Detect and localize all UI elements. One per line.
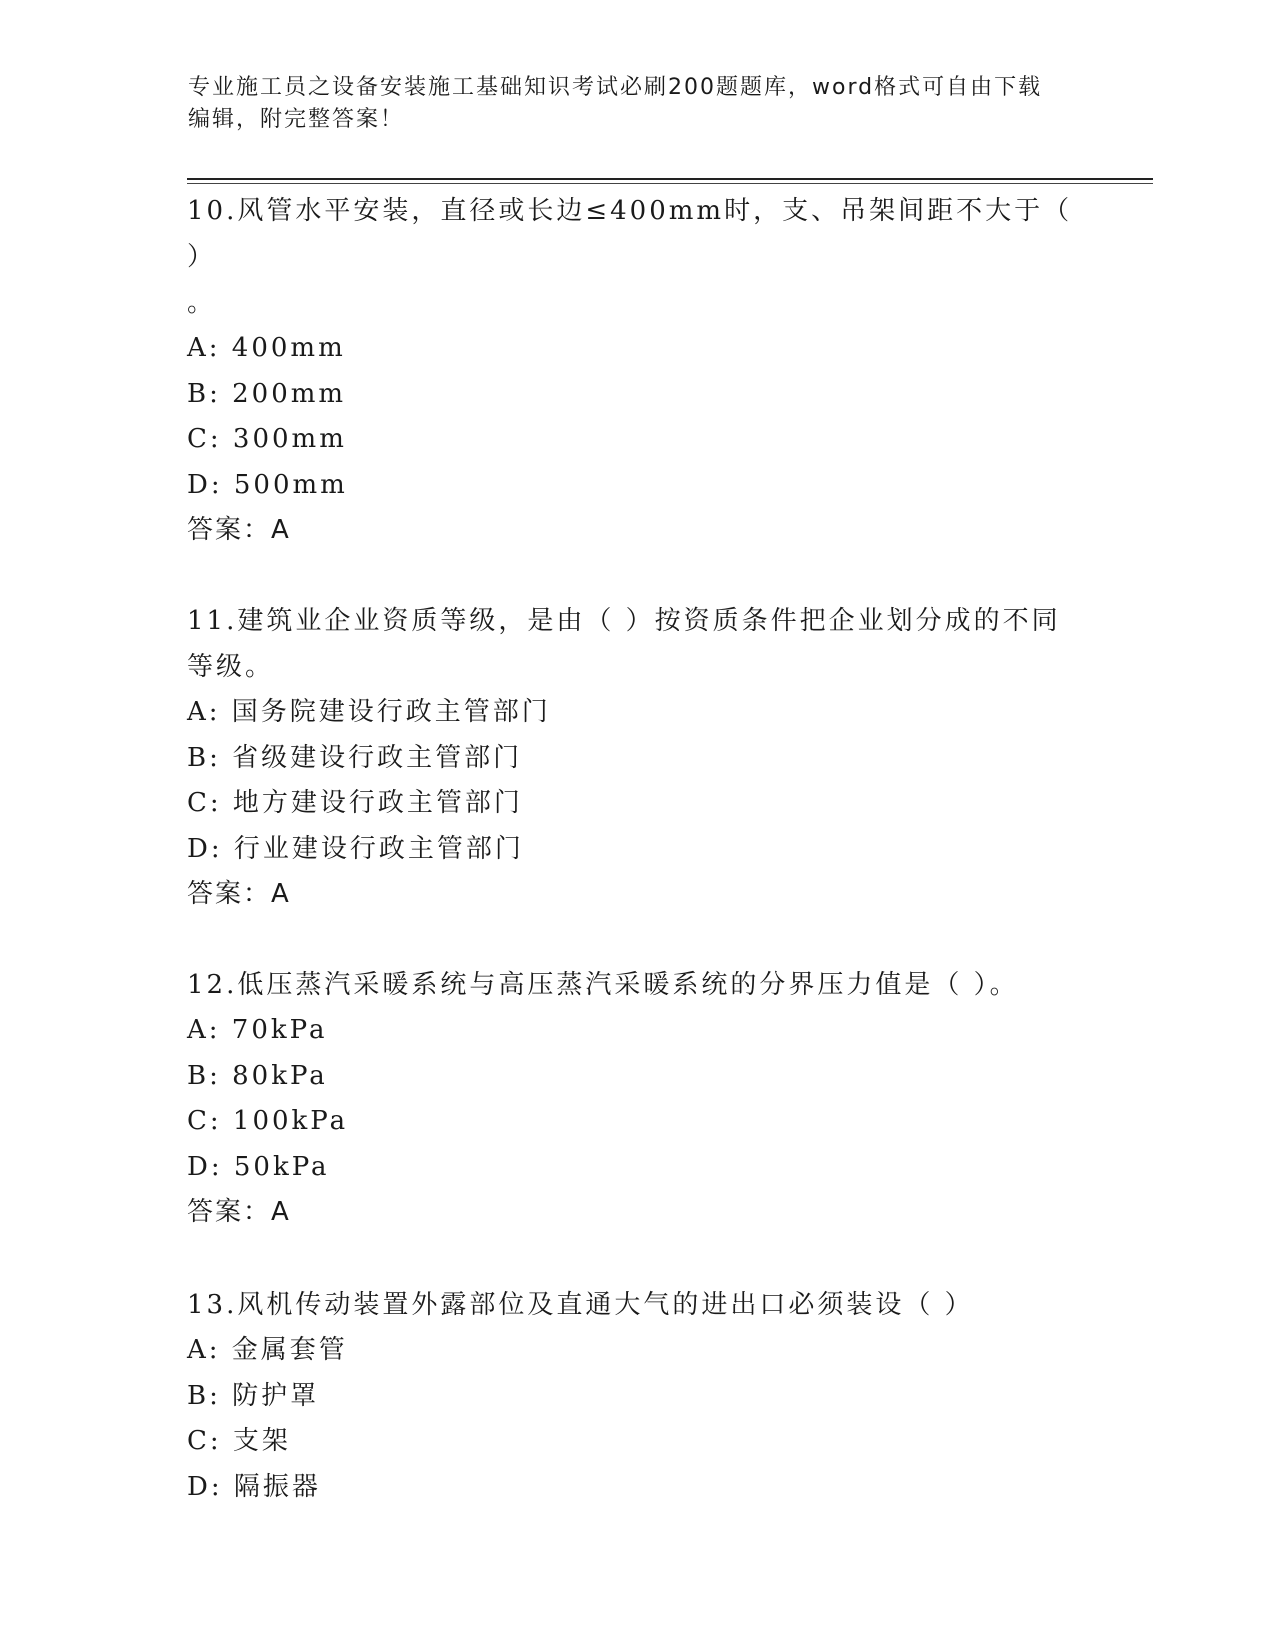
- header-title-line2: 编辑，附完整答案！: [188, 107, 405, 132]
- header-divider-thin: [187, 183, 1153, 184]
- question-stem: 13.风机传动装置外露部位及直通大气的进出口必须装设（ ）: [187, 1290, 974, 1320]
- option-d: D: 500mm: [187, 469, 348, 500]
- question-spacer: [187, 917, 1087, 962]
- option-c: C: 地方建设行政主管部门: [187, 788, 523, 818]
- option-d: D: 50kPa: [187, 1151, 330, 1182]
- header-divider-thick: [187, 178, 1153, 180]
- option-b: B: 省级建设行政主管部门: [187, 742, 523, 773]
- question-spacer: [187, 1235, 1087, 1282]
- option-a: A: 金属套管: [187, 1335, 348, 1365]
- answer-text: 答案：A: [187, 1197, 291, 1227]
- option-c: C: 300mm: [187, 424, 347, 454]
- answer-text: 答案：A: [187, 515, 291, 545]
- question-13: [187, 1282, 1087, 1510]
- document-header: [188, 72, 1068, 136]
- option-d: D: 隔振器: [187, 1471, 321, 1502]
- question-12: [187, 962, 1087, 1235]
- option-c: C: 100kPa: [187, 1106, 349, 1136]
- header-title-line1: 专业施工员之设备安装施工基础知识考试必刷200题题库，word格式可自由下载: [188, 75, 1043, 100]
- option-a: A: 国务院建设行政主管部门: [187, 697, 551, 727]
- option-a: A: 70kPa: [187, 1015, 328, 1045]
- option-d: D: 行业建设行政主管部门: [187, 833, 524, 864]
- option-b: B: 80kPa: [187, 1060, 328, 1091]
- option-b: B: 防护罩: [187, 1380, 320, 1411]
- question-stem-continuation: 。: [187, 288, 217, 318]
- question-stem: 11.建筑业企业资质等级，是由（ ）按资质条件把企业划分成的不同: [187, 606, 1061, 636]
- question-stem: 12.低压蒸汽采暖系统与高压蒸汽采暖系统的分界压力值是（ ）。: [187, 970, 1019, 1000]
- question-11: [187, 598, 1087, 917]
- question-list: [187, 188, 1087, 1510]
- question-stem-continuation: 等级。: [187, 652, 275, 682]
- option-a: A: 400mm: [187, 333, 346, 363]
- question-10: [187, 188, 1087, 553]
- answer-text: 答案：A: [187, 879, 291, 909]
- question-spacer: [187, 553, 1087, 598]
- option-b: B: 200mm: [187, 378, 347, 409]
- question-stem: 10.风管水平安装，直径或长边≤400mm时，支、吊架间距不大于（ ）: [187, 196, 1073, 272]
- option-c: C: 支架: [187, 1426, 291, 1456]
